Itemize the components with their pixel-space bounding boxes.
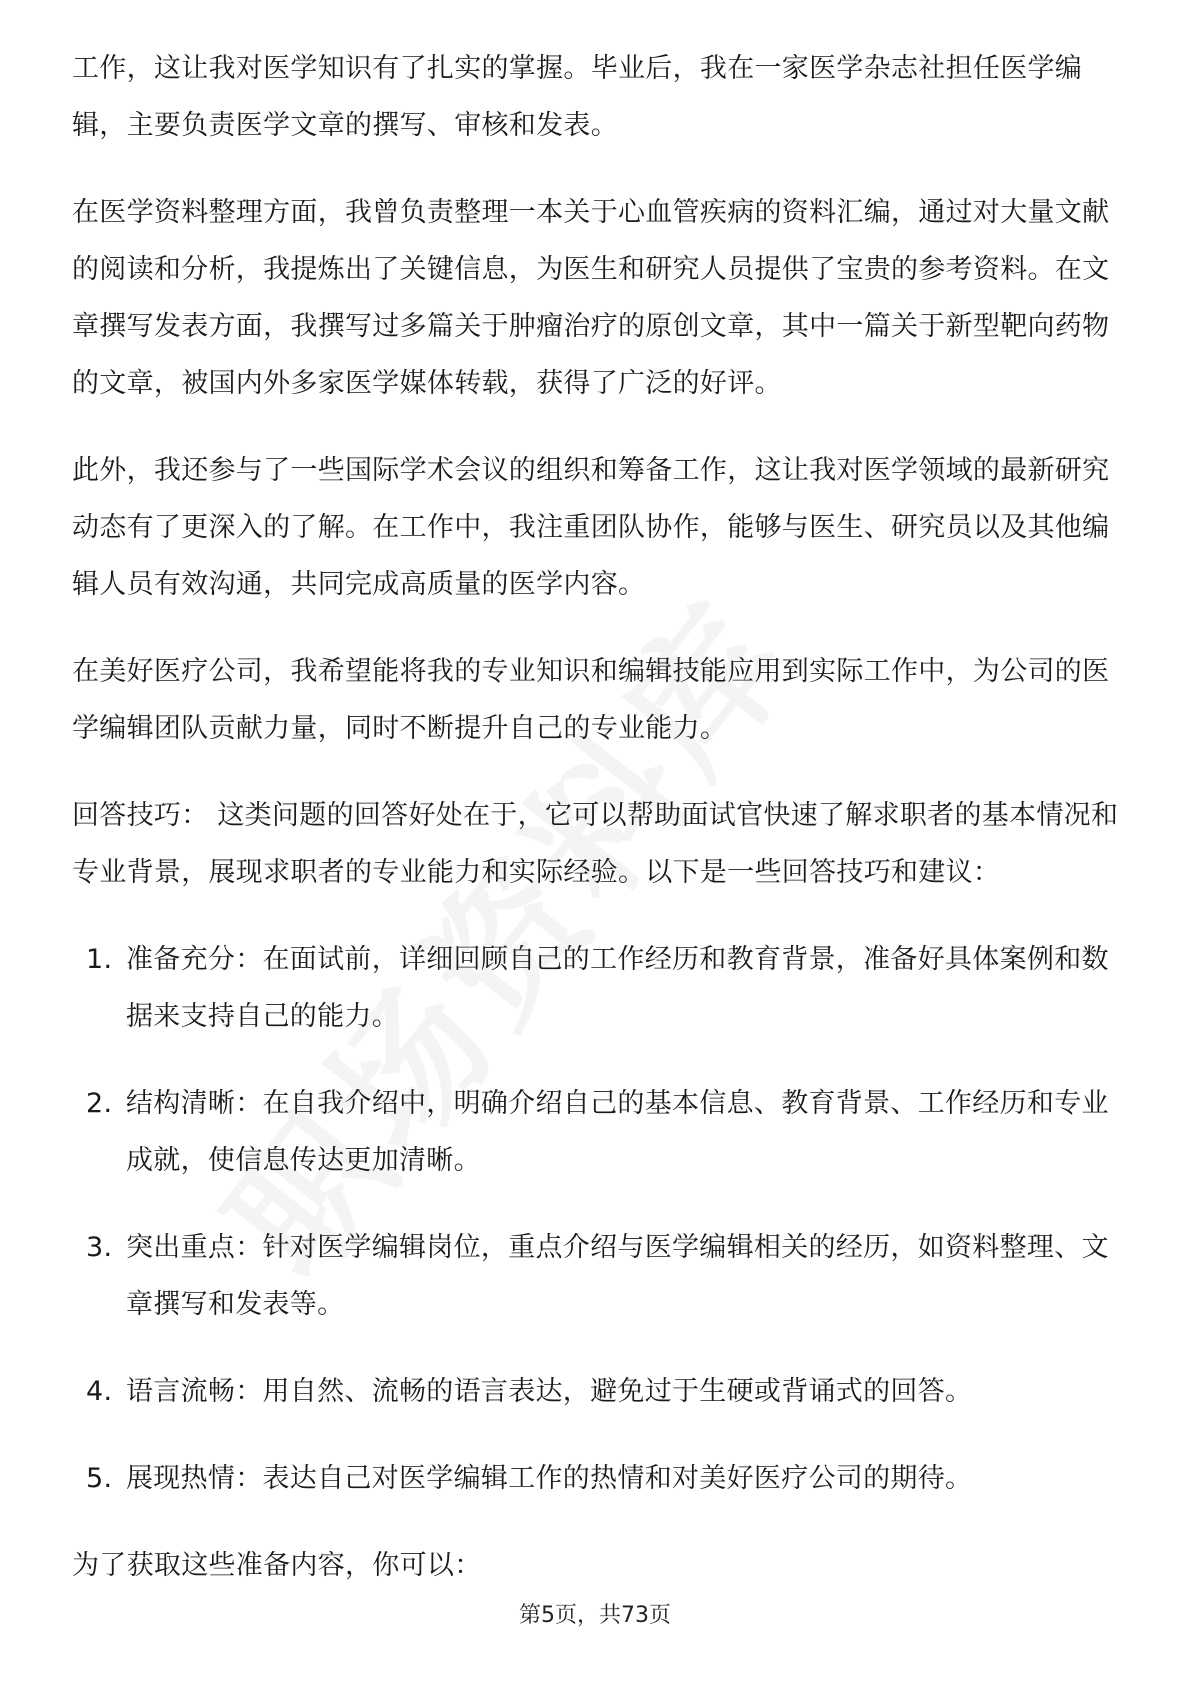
list-item-text: 突出重点：针对医学编辑岗位，重点介绍与医学编辑相关的经历，如资料整理、文章撰写和发表等。 bbox=[126, 1232, 1109, 1320]
paragraph-closing: 为了获取这些准备内容，你可以： bbox=[72, 1550, 482, 1581]
list-item bbox=[72, 1450, 1122, 1507]
list-item-text: 展现热情：表达自己对医学编辑工作的热情和对美好医疗公司的期待。 bbox=[126, 1463, 973, 1494]
list-item-number: 2. bbox=[86, 1088, 113, 1119]
paragraph-answer-tips: 回答技巧： 这类问题的回答好处在于，它可以帮助面试官快速了解求职者的基本情况和专业背景，展现求职者的专业能力和实际经验。以下是一些回答技巧和建议： bbox=[72, 800, 1119, 888]
list-item-number: 1. bbox=[86, 944, 113, 975]
list-item-text: 准备充分：在面试前，详细回顾自己的工作经历和教育背景，准备好具体案例和数据来支持自己的能力。 bbox=[126, 944, 1109, 1032]
list-item bbox=[72, 1075, 1122, 1189]
document-body bbox=[72, 40, 1122, 1624]
list-item-text: 语言流畅：用自然、流畅的语言表达，避免过于生硬或背诵式的回答。 bbox=[126, 1376, 973, 1407]
paragraph-conferences: 此外，我还参与了一些国际学术会议的组织和筹备工作，这让我对医学领域的最新研究动态有了更深入的了解。在工作中，我注重团队协作，能够与医生、研究员以及其他编辑人员有效沟通，共同完成高质量的医学内容。 bbox=[72, 455, 1110, 600]
list-item-number: 5. bbox=[86, 1463, 113, 1494]
list-item bbox=[72, 1363, 1122, 1420]
list-item-text: 结构清晰：在自我介绍中，明确介绍自己的基本信息、教育背景、工作经历和专业成就，使信息传达更加清晰。 bbox=[126, 1088, 1109, 1176]
tips-list bbox=[72, 931, 1122, 1507]
list-item-number: 3. bbox=[86, 1232, 113, 1263]
list-item-number: 4. bbox=[86, 1376, 113, 1407]
list-item bbox=[72, 931, 1122, 1045]
list-item bbox=[72, 1219, 1122, 1333]
paragraph-work-background: 工作，这让我对医学知识有了扎实的掌握。毕业后，我在一家医学杂志社担任医学编辑，主要负责医学文章的撰写、审核和发表。 bbox=[72, 53, 1083, 141]
paragraph-achievements: 在医学资料整理方面，我曾负责整理一本关于心血管疾病的资料汇编，通过对大量文献的阅读和分析，我提炼出了关键信息，为医生和研究人员提供了宝贵的参考资料。在文章撰写发表方面，我撰写过多篇关于肿瘤治疗的原创文章，其中一篇关于新型靶向药物的文章，被国内外多家医学媒体转载，获得了广泛的好评。 bbox=[72, 197, 1110, 399]
paragraph-goals: 在美好医疗公司，我希望能将我的专业知识和编辑技能应用到实际工作中，为公司的医学编辑团队贡献力量，同时不断提升自己的专业能力。 bbox=[72, 656, 1110, 744]
page-number: 第5页，共73页 bbox=[519, 1603, 671, 1628]
